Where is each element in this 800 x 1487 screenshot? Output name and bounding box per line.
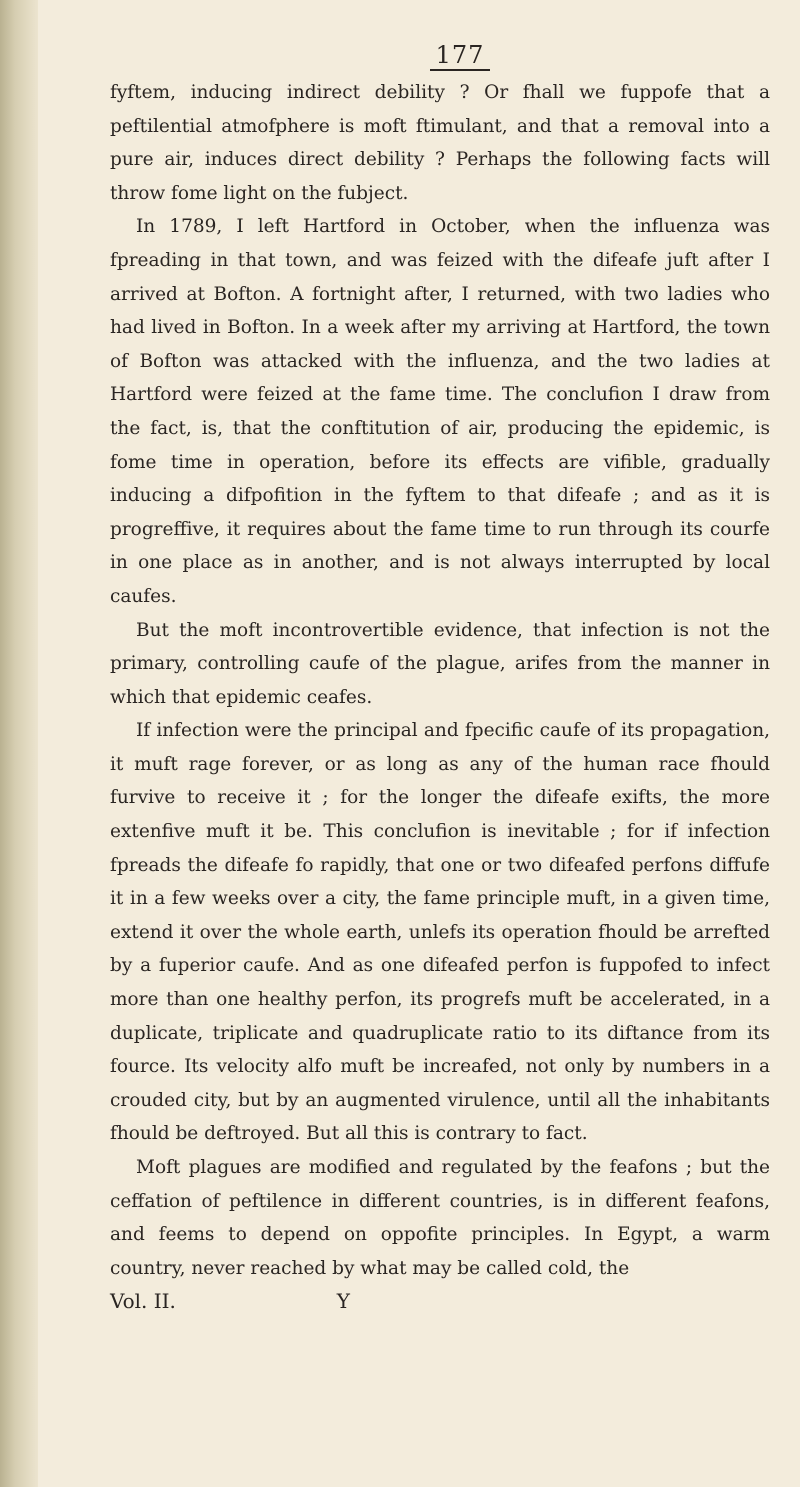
paragraph-evidence: But the moft incontrovertible evidence, that infection is not the primary, controlling caufe of the plague, arifes from the manner in which that epidemic ceafes. xyxy=(110,619,770,708)
volume-label: Vol. II. xyxy=(110,1289,176,1314)
page-number xyxy=(110,40,770,70)
book-gutter-shadow xyxy=(0,0,38,1487)
paragraph-continuation: fyftem, inducing indirect debility ? Or fhall we fuppofe that a peftilential atmofphere is moft ftimulant, and that a removal into a pure air, induces direct debility ? Perhaps the following facts will throw fome light on the fubject. xyxy=(110,82,770,204)
page-number-text: 177 xyxy=(430,41,491,71)
paragraph-influenza: In 1789, I left Hartford in October, when the influenza was fpreading in that town, and was feized with the difeafe juft after I arrived at Bofton. A fortnight after, I returned, with two ladies who had lived in Bofton. In a week after my arriving at Hartford, the town of Bofton was attacked with the influenza, and the two ladies at Hartford were feized at the fame time. The conclufion I draw from the fact, is, that the conftitution of air, producing the epidemic, is fome time in operation, before its effects are vifible, gradually inducing a difpofition in the fyftem to that difeafe ; and as it is progreffive, it requires about the fame time to run through its courfe in one place as in another, and is not always interrupted by local caufes. xyxy=(110,216,770,607)
body-text xyxy=(110,76,770,1285)
paragraph-seasons: Moft plagues are modified and regulated by the feafons ; but the ceffation of peftilence in different countries, is in different feafons, and feems to depend on oppofite principles. In Egypt, a warm country, never reached by what may be called cold, the xyxy=(110,1157,770,1279)
page-footer xyxy=(110,1285,350,1317)
paragraph-infection: If infection were the principal and fpecific caufe of its propagation, it muft rage forever, or as long as any of the human race fhould furvive to receive it ; for the longer the difeafe exifts, the more extenfive muft it be. This conclufion is inevitable ; for if infection fpreads the difeafe fo rapidly, that one or two difeafed perfons diffufe it in a few weeks over a city, the fame principle muft, in a given time, extend it over the whole earth, unlefs its operation fhould be arrefted by a fuperior caufe. And as one difeafed perfon is fuppofed to infect more than one healthy perfon, its progrefs muft be accelerated, in a duplicate, triplicate and quadruplicate ratio to its diftance from its fource. Its velocity alfo muft be increafed, not only by numbers in a crouded city, but by an augmented virulence, until all the inhabitants fhould be deftroyed. But all this is contrary to fact. xyxy=(110,720,770,1145)
book-page xyxy=(110,40,770,1317)
signature-mark: Y xyxy=(336,1289,350,1314)
